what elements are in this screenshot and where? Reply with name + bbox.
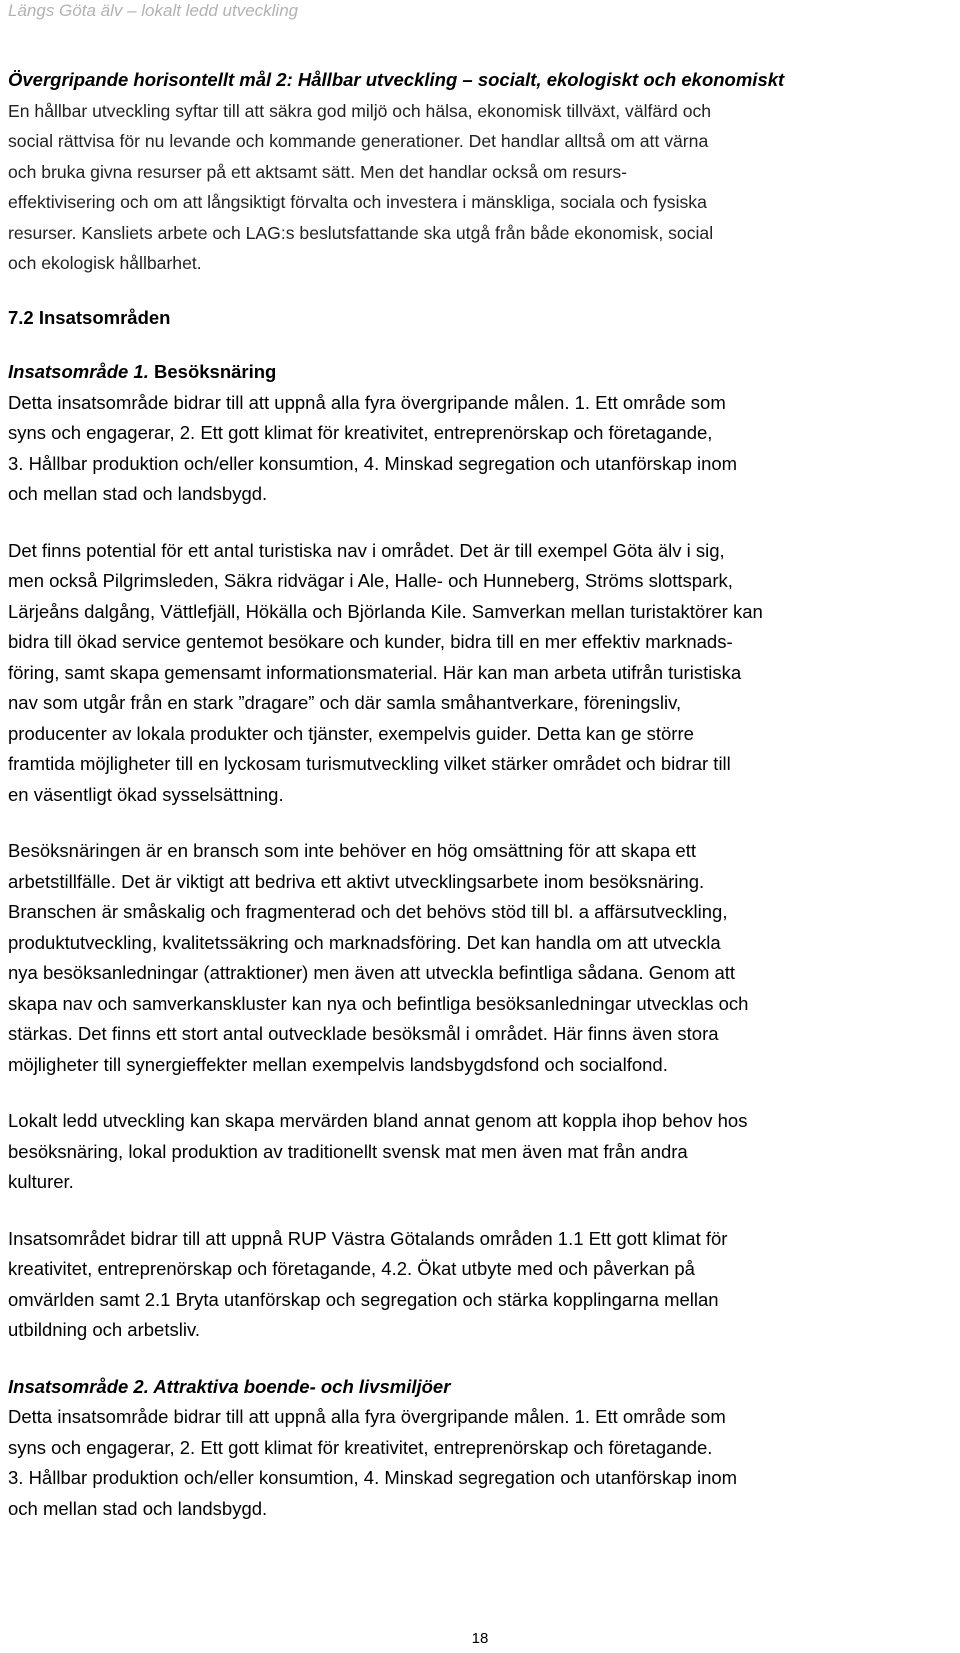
paragraph-line: arbetstillfälle. Det är viktigt att bedriva ett aktivt utvecklingsarbete inom besöksnäring. <box>8 870 705 892</box>
paragraph-line: Lärjeåns dalgång, Vättlefjäll, Hökälla och Björlanda Kile. Samverkan mellan turistaktörer kan <box>8 600 763 622</box>
page-body <box>8 65 948 1524</box>
paragraph-line: föring, samt skapa gemensamt informationsmaterial. Här kan man arbeta utifrån turistiska <box>8 661 742 683</box>
goal-section <box>8 65 948 279</box>
goal-line: och bruka givna resurser på ett aktsamt sätt. Men det handlar också om resurs- <box>8 161 627 182</box>
area1-heading-prefix: Insatsområde 1. <box>8 361 149 382</box>
paragraph-line: Lokalt ledd utveckling kan skapa mervärden bland annat genom att koppla ihop behov hos <box>8 1110 748 1131</box>
area1-section <box>8 357 948 1346</box>
paragraph-line: en väsentligt ökad sysselsättning. <box>8 783 284 805</box>
paragraph-line: Branschen är småskalig och fragmenterad och det behövs stöd till bl. a affärsutveckling, <box>8 901 728 922</box>
area2-section <box>8 1372 948 1525</box>
paragraph-line: besöksnäring, lokal produktion av traditionellt svensk mat men även mat från andra <box>8 1140 688 1162</box>
area2-line: Detta insatsområde bidrar till att uppnå alla fyra övergripande målen. 1. Ett område som <box>8 1406 726 1427</box>
paragraph <box>8 536 948 811</box>
area1-intro-line: Detta insatsområde bidrar till att uppnå alla fyra övergripande målen. 1. Ett område som <box>8 391 726 413</box>
section-heading: 7.2 Insatsområden <box>8 306 171 328</box>
area1-heading <box>8 357 948 388</box>
paragraph-line: Det finns potential för ett antal turistiska nav i området. Det är till exempel Göta älv i sig, <box>8 539 725 561</box>
goal-line: effektivisering och om att långsiktigt förvalta och investera i mänskliga, sociala och fysiska <box>8 192 707 212</box>
paragraph-line: Insatsområdet bidrar till att uppnå RUP Västra Götalands områden 1.1 Ett gott klimat för <box>8 1227 728 1249</box>
area1-heading-title: Besöksnäring <box>148 361 277 382</box>
paragraph-line: utbildning och arbetsliv. <box>8 1319 200 1340</box>
area2-line: och mellan stad och landsbygd. <box>8 1497 268 1519</box>
goal-line: resurser. Kansliets arbete och LAG:s beslutsfattande ska utgå från både ekonomisk, social <box>8 222 714 243</box>
paragraph <box>8 1224 948 1346</box>
paragraph-line: nav som utgår från en stark ”dragare” och där samla småhantverkare, föreningsliv, <box>8 692 682 713</box>
paragraph-line: stärkas. Det finns ett stort antal outvecklade besöksmål i området. Här finns även stora <box>8 1023 719 1044</box>
paragraph-line: men också Pilgrimsleden, Säkra ridvägar i Ale, Halle- och Hunneberg, Ströms slottspark, <box>8 570 733 591</box>
area2-line: syns och engagerar, 2. Ett gott klimat för kreativitet, entreprenörskap och företagande. <box>8 1436 713 1458</box>
goal-line: och ekologisk hållbarhet. <box>8 253 202 273</box>
area2-line: 3. Hållbar produktion och/eller konsumtion, 4. Minskad segregation och utanförskap inom <box>8 1467 738 1488</box>
paragraph <box>8 836 948 1080</box>
paragraph-line: nya besöksanledningar (attraktioner) men även att utveckla befintliga sådana. Genom att <box>8 962 736 983</box>
paragraph-line: kulturer. <box>8 1171 74 1192</box>
paragraph-line: omvärlden samt 2.1 Bryta utanförskap och segregation och stärka kopplingarna mellan <box>8 1288 719 1310</box>
paragraph-line: möjligheter till synergieffekter mellan exempelvis landsbygdsfond och socialfond. <box>8 1053 668 1075</box>
goal-heading: Övergripande horisontellt mål 2: Hållbar utveckling – socialt, ekologiskt och ekonomiskt <box>8 69 785 90</box>
paragraph-line: kreativitet, entreprenörskap och företagande, 4.2. Ökat utbyte med och påverkan på <box>8 1258 695 1279</box>
paragraph-line: skapa nav och samverkanskluster kan nya och befintliga besöksanledningar utvecklas och <box>8 992 749 1014</box>
page-number: 18 <box>471 1630 489 1647</box>
paragraph-line: bidra till ökad service gentemot besökare och kunder, bidra till en mer effektiv marknads- <box>8 631 733 652</box>
paragraph-line: produktutveckling, kvalitetssäkring och marknadsföring. Det kan handla om att utveckla <box>8 931 721 953</box>
area1-intro-line: 3. Hållbar produktion och/eller konsumtion, 4. Minskad segregation och utanförskap inom <box>8 452 738 474</box>
paragraph-line: producenter av lokala produkter och tjänster, exempelvis guider. Detta kan ge större <box>8 722 694 744</box>
area1-intro-line: och mellan stad och landsbygd. <box>8 483 268 504</box>
area1-intro-line: syns och engagerar, 2. Ett gott klimat för kreativitet, entreprenörskap och företagande, <box>8 422 713 443</box>
paragraph <box>8 1106 948 1198</box>
area2-heading: Insatsområde 2. Attraktiva boende- och livsmiljöer <box>8 1375 451 1397</box>
running-header: Längs Göta älv – lokalt ledd utveckling <box>8 1 299 20</box>
paragraph-line: framtida möjligheter till en lyckosam turismutveckling vilket stärker området och bidrar till <box>8 753 731 774</box>
goal-line: social rättvisa för nu levande och kommande generationer. Det handlar alltså om att värna <box>8 131 709 151</box>
goal-line: En hållbar utveckling syftar till att säkra god miljö och hälsa, ekonomisk tillväxt, välfärd och <box>8 100 712 121</box>
paragraph-line: Besöksnäringen är en bransch som inte behöver en hög omsättning för att skapa ett <box>8 840 696 861</box>
